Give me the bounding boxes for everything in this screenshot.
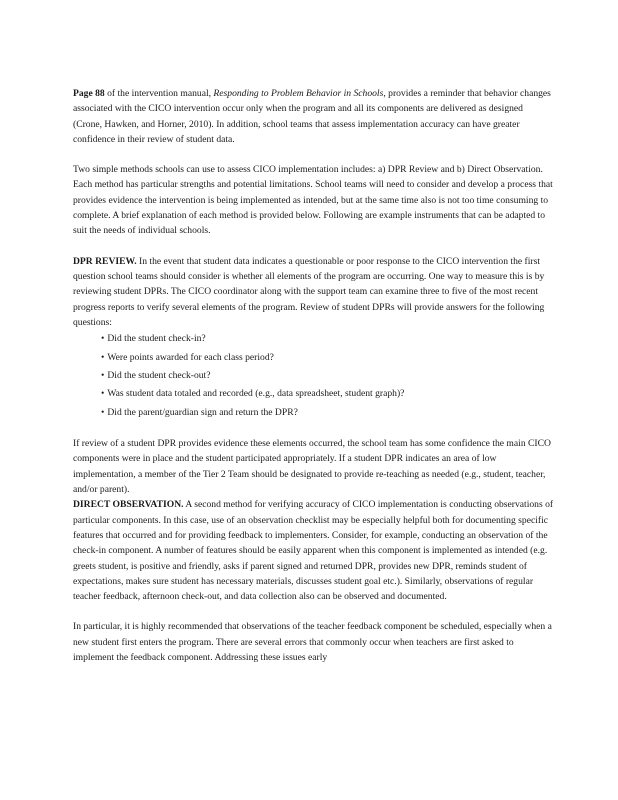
dpr-review-heading: DPR REVIEW.: [73, 255, 137, 267]
dpr-review-text: In the event that student data indicates a questionable or poor response to the CICO intervention the first question school teams should consider is whether all elements of the program are occurring. One way to measure this is by reviewing student DPRs. The CICO coordinator along with the support team can examine three to five of the most recent progress reports to verify several elements of the program. Review of student DPRs will provide answers for the following questions:: [73, 255, 545, 328]
bullet-icon: •: [101, 406, 105, 418]
list-item: • Did the parent/guardian sign and return the DPR?: [101, 406, 298, 418]
list-item: • Did the student check-out?: [101, 369, 211, 381]
dpr-question-list: [73, 330, 554, 422]
dpr-followup-paragraph: If review of a student DPR provides evidence these elements occurred, the school team has some confidence the main CICO components were in place and the student participated appropriately. If a student DPR indicates an area of low implementation, a member of the Tier 2 Team should be designated to provide re-teaching as needed (e.g., student, teacher, and/or parent).: [73, 438, 551, 496]
direct-observation-text: A second method for verifying accuracy of CICO implementation is conducting observations of particular components. In this case, use of an observation checklist may be especially helpful both for documenting specific features that occurred and for providing feedback to implementers. Consider, for example, conducting an observation of the check-in component. A number of features should be easily apparent when this component is implemented as intended (e.g. greets student, is positive and friendly, asks if parent signed and returned DPR, provides new DPR, reminds student of expectations, makes sure student has necessary materials, discusses student goal etc.). Similarly, observations of regular teacher feedback, afternoon check-out, and data collection also can be observed and documented.: [73, 499, 554, 603]
direct-observation-heading: DIRECT OBSERVATION.: [73, 499, 184, 511]
intro-text-b: , provides a reminder that behavior changes associated with the CICO intervention occur only when the program and all its components are delivered as designed (Crone, Hawken, and Horner, 2010). In addition, school teams that assess implementation accuracy can have greater confidence in their review of student data.: [73, 88, 551, 145]
list-item: • Did the student check-in?: [101, 333, 206, 345]
methods-paragraph: Two simple methods schools can use to assess CICO implementation includes: a) DPR Review and b) Direct Observation. Each method has particular strengths and potential limitations. School teams will need to consider and develop a process that provides evidence the intervention is being implemented as intended, but at the same time also is not too time consuming to complete. A brief explanation of each method is provided below. Following are example instruments that can be adapted to suit the needs of individual schools.: [73, 164, 553, 237]
dpr-review-paragraph: [73, 254, 554, 330]
intro-text-a: of the intervention manual,: [104, 88, 214, 99]
page-reference: Page 88: [73, 88, 105, 99]
intro-paragraph: [73, 86, 554, 147]
bullet-icon: •: [101, 369, 105, 381]
bullet-icon: •: [101, 388, 105, 400]
bullet-icon: •: [101, 351, 105, 363]
bullet-icon: •: [101, 333, 105, 345]
feedback-paragraph: In particular, it is highly recommended that observations of the teacher feedback component be scheduled, especially when a new student first enters the program. There are several errors that commonly occur when teachers are first asked to implement the feedback component. Addressing these issues early: [73, 621, 552, 664]
list-item: • Was student data totaled and recorded (e.g., data spreadsheet, student graph)?: [101, 388, 405, 400]
manual-title: Responding to Problem Behavior in Schools: [213, 88, 384, 99]
list-item: • Were points awarded for each class period?: [101, 351, 274, 363]
direct-observation-paragraph: [73, 497, 554, 604]
